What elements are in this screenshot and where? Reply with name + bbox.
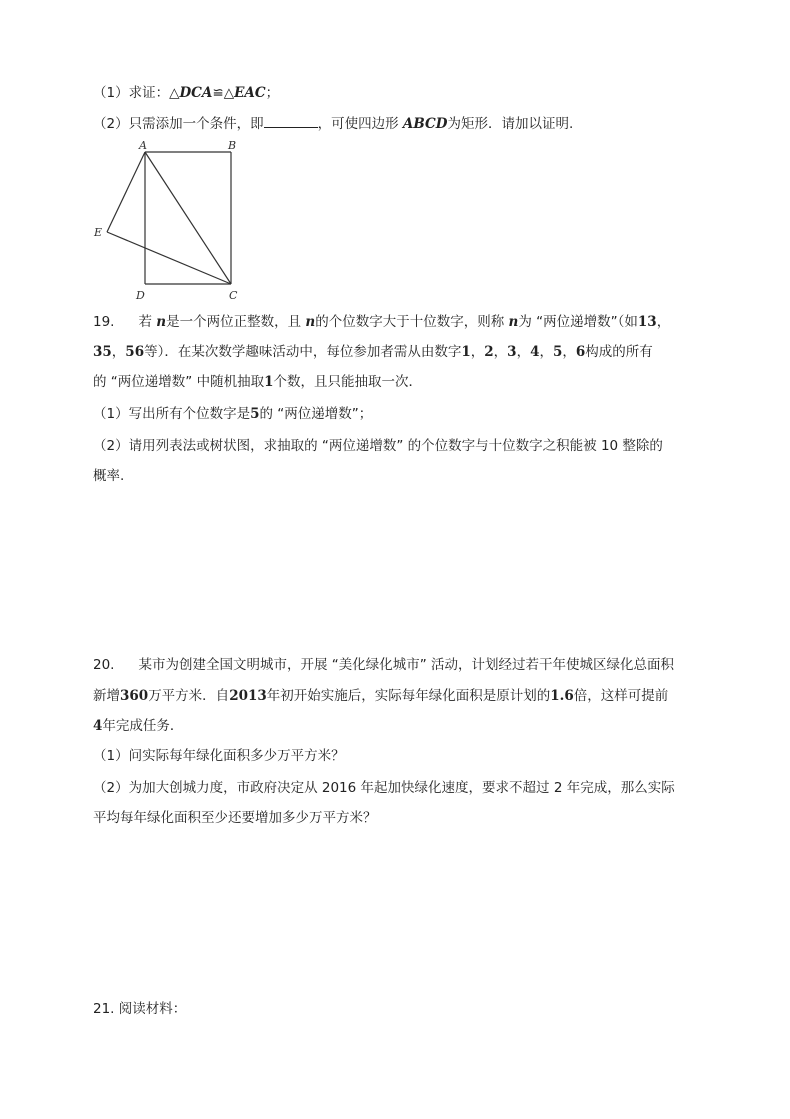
q19-part2-line2: 概率. <box>93 468 125 484</box>
geometry-figure <box>88 136 258 306</box>
q20-line1: 20. 某市为创建全国文明城市，开展 “美化绿化城市” 活动，计划经过若干年使城区绿化总面积 <box>93 657 675 673</box>
q20-line3: 4年完成任务． <box>93 718 184 734</box>
point-label-d: D <box>136 289 145 302</box>
q19-line2: 35，56等）．在某次数学趣味活动中，每位参加者需从由数字1，2，3，4，5，6构成的所有 <box>93 344 653 360</box>
q21-heading: 21. 阅读材料： <box>93 1001 187 1017</box>
segment-ec <box>107 232 231 284</box>
answer-blank[interactable] <box>264 115 318 128</box>
diagonal-ac <box>145 152 231 284</box>
q19-part1: （1）写出所有个位数字是5的 “两位递增数”； <box>93 406 373 422</box>
point-label-e: E <box>94 226 103 239</box>
question-number: 19. <box>93 314 115 330</box>
q18-part1: （1）求证：△DCA≌△EAC； <box>93 85 280 101</box>
segment-ae <box>107 152 145 232</box>
q19-part2-line1: （2）请用列表法或树状图，求抽取的 “两位递增数” 的个位数字与十位数字之积能被 10 整除的 <box>93 438 663 454</box>
q19-line1: 19. 若 n是一个两位正整数，且 n的个位数字大于十位数字，则称 n为 “两位递增数”（如13， <box>93 314 671 330</box>
point-label-c: C <box>229 289 238 302</box>
point-label-a: A <box>139 139 147 152</box>
question-number: 20. <box>93 657 115 673</box>
q20-part1: （1）问实际每年绿化面积多少万平方米？ <box>93 748 345 764</box>
q19-line3: 的 “两位递增数” 中随机抽取1个数，且只能抽取一次． <box>93 374 422 390</box>
q18-part2: （2）只需添加一个条件，即 ，可使四边形 ABCD为矩形．请加以证明. <box>93 116 574 132</box>
point-label-b: B <box>228 139 237 152</box>
q20-part2-line2: 平均每年绿化面积至少还要增加多少万平方米？ <box>93 810 377 826</box>
q20-part2-line1: （2）为加大创城力度，市政府决定从 2016 年起加快绿化速度，要求不超过 2 年完成，那么实际 <box>93 780 675 796</box>
q20-line2: 新增360万平方米．自2013年初开始实施后，实际每年绿化面积是原计划的1.6倍，这样可提前 <box>93 688 669 704</box>
